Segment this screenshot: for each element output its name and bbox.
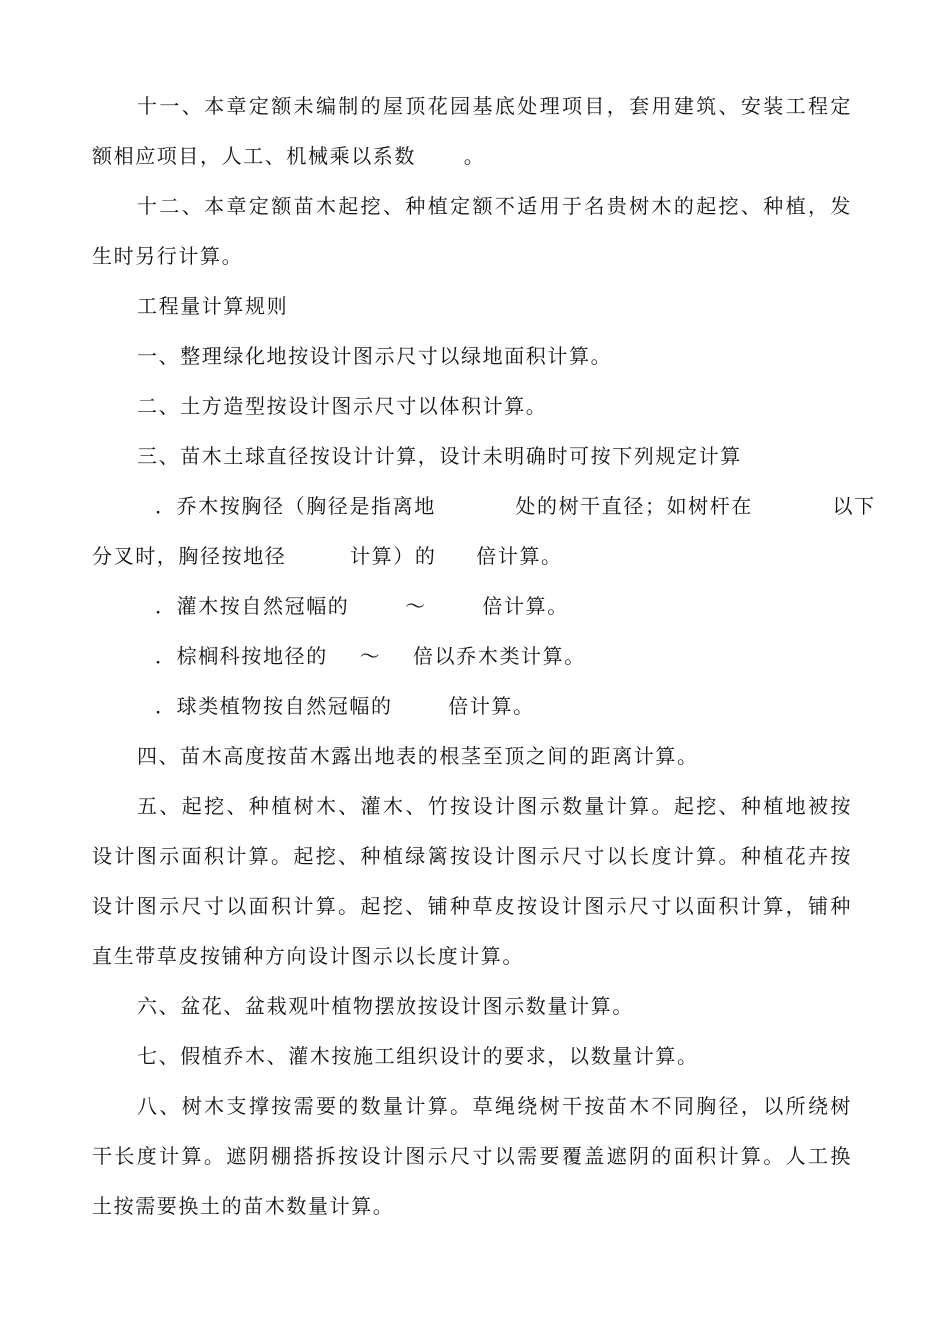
rule-8-line-1: 八、树木支撑按需要的数量计算。草绳绕树干按苗木不同胸径，以所绕树 [137, 1094, 852, 1118]
paragraph-12-line-2: 生时另行计算。 [92, 244, 244, 268]
rule-6: 六、盆花、盆栽观叶植物摆放按设计图示数量计算。 [137, 994, 634, 1018]
rule-5-line-4: 直生带草皮按铺种方向设计图示以长度计算。 [92, 944, 524, 968]
rule-5-line-3: 设计图示尺寸以面积计算。起挖、铺种草皮按设计图示尺寸以面积计算，铺种 [92, 894, 852, 918]
rule-4: 四、苗木高度按苗木露出地表的根茎至顶之间的距离计算。 [137, 744, 699, 768]
rule-3-item-1-line-2: 分叉时，胸径按地径 计算）的 倍计算。 [92, 544, 563, 568]
rule-7: 七、假植乔木、灌木按施工组织设计的要求，以数量计算。 [137, 1044, 699, 1068]
rule-1: 一、整理绿化地按设计图示尺寸以绿地面积计算。 [137, 344, 613, 368]
rule-3-item-4: ．球类植物按自然冠幅的 倍计算。 [155, 694, 535, 718]
rule-8-line-3: 土按需要换土的苗木数量计算。 [92, 1194, 395, 1218]
rule-5-line-2: 设计图示面积计算。起挖、种植绿篱按设计图示尺寸以长度计算。种植花卉按 [92, 844, 852, 868]
rule-3: 三、苗木土球直径按设计计算，设计未明确时可按下列规定计算 [137, 444, 742, 468]
rule-2: 二、土方造型按设计图示尺寸以体积计算。 [137, 394, 548, 418]
paragraph-11-line-2: 额相应项目，人工、机械乘以系数 。 [92, 144, 486, 168]
paragraph-11-line-1: 十一、本章定额未编制的屋顶花园基底处理项目，套用建筑、安装工程定 [137, 94, 852, 118]
rule-3-item-2: ．灌木按自然冠幅的 ～ 倍计算。 [155, 594, 569, 618]
rule-3-item-1-line-1: ．乔木按胸径（胸径是指离地 处的树干直径；如树杆在 以下 [155, 494, 876, 518]
rule-8-line-2: 干长度计算。遮阴棚搭拆按设计图示尺寸以需要覆盖遮阴的面积计算。人工换 [92, 1144, 852, 1168]
rule-5-line-1: 五、起挖、种植树木、灌木、竹按设计图示数量计算。起挖、种植地被按 [137, 794, 852, 818]
rule-3-item-3: ．棕榈科按地径的 ～ 倍以乔木类计算。 [155, 644, 586, 668]
paragraph-12-line-1: 十二、本章定额苗木起挖、种植定额不适用于名贵树木的起挖、种植，发 [137, 194, 852, 218]
section-heading: 工程量计算规则 [137, 294, 289, 318]
